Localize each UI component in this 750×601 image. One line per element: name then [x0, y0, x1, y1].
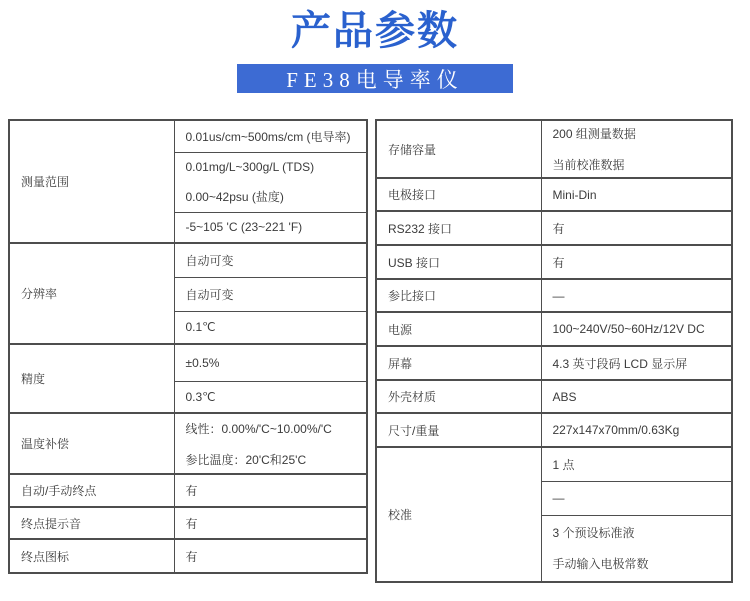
power-supply-value: 100~240V/50~60Hz/12V DC	[541, 312, 732, 346]
rs232-port-label: RS232 接口	[376, 211, 541, 245]
accuracy-label: 精度	[9, 344, 174, 413]
calibration-label: 校准	[376, 447, 541, 582]
calibration-dash-value: —	[541, 481, 732, 515]
preset-standards-line: 3 个预设标准液	[552, 526, 635, 541]
auto-manual-endpoint-value: 有	[174, 474, 367, 507]
measurement-range-label: 测量范围	[9, 120, 174, 243]
power-supply-label: 电源	[376, 312, 541, 346]
temp-compensation-value	[174, 413, 367, 474]
temp-compensation-label: 温度补偿	[9, 413, 174, 474]
linear-compensation-line: 线性：0.00%/'C~10.00%/'C	[185, 421, 332, 436]
resolution-conductivity-value: 自动可变	[174, 243, 367, 277]
product-model-banner	[237, 64, 513, 93]
storage-calibration-line: 当前校准数据	[552, 158, 625, 172]
housing-material-label: 外壳材质	[376, 380, 541, 413]
tds-range-line: 0.01mg/L~300g/L (TDS)	[185, 159, 315, 174]
manual-cell-constant-line: 手动输入电极常数	[552, 557, 649, 572]
dimensions-weight-value: 227x147x70mm/0.63Kg	[541, 413, 732, 447]
electrode-port-value: Mini-Din	[541, 178, 732, 211]
electrode-port-label: 电极接口	[376, 178, 541, 211]
storage-capacity-value	[541, 120, 732, 178]
resolution-tds-value: 自动可变	[174, 277, 367, 311]
page-header	[0, 0, 750, 93]
storage-capacity-label: 存储容量	[376, 120, 541, 178]
screen-value: 4.3 英寸段码 LCD 显示屏	[541, 346, 732, 380]
resolution-temperature-value: 0.1℃	[174, 311, 367, 344]
spec-tables	[0, 119, 750, 583]
spec-table-left	[8, 119, 368, 574]
endpoint-beep-value: 有	[174, 507, 367, 539]
screen-label: 屏幕	[376, 346, 541, 380]
tds-salinity-range-value	[174, 152, 367, 212]
reference-temperature-line: 参比温度：20'C和25'C	[185, 452, 307, 467]
usb-port-value: 有	[541, 245, 732, 279]
endpoint-icon-value: 有	[174, 539, 367, 573]
reference-port-label: 参比接口	[376, 279, 541, 312]
dimensions-weight-label: 尺寸/重量	[376, 413, 541, 447]
reference-port-value: —	[541, 279, 732, 312]
storage-measurements-line: 200 组测量数据	[552, 127, 636, 141]
housing-material-value: ABS	[541, 380, 732, 413]
spec-table-right	[375, 119, 733, 583]
accuracy-temperature-value: 0.3℃	[174, 381, 367, 413]
salinity-range-line: 0.00~42psu (盐度)	[185, 189, 284, 204]
accuracy-percent-value: ±0.5%	[174, 344, 367, 381]
endpoint-icon-label: 终点图标	[9, 539, 174, 573]
page-title: 产品参数	[291, 8, 459, 53]
conductivity-range-value: 0.01us/cm~500ms/cm (电导率)	[174, 120, 367, 152]
calibration-points-value: 1 点	[541, 447, 732, 481]
temperature-range-value: -5~105 'C (23~221 'F)	[174, 212, 367, 243]
calibration-standards-value	[541, 515, 732, 582]
resolution-label: 分辨率	[9, 243, 174, 344]
rs232-port-value: 有	[541, 211, 732, 245]
auto-manual-endpoint-label: 自动/手动终点	[9, 474, 174, 507]
usb-port-label: USB 接口	[376, 245, 541, 279]
endpoint-beep-label: 终点提示音	[9, 507, 174, 539]
product-model-label: FE38电导率仪	[286, 67, 464, 92]
